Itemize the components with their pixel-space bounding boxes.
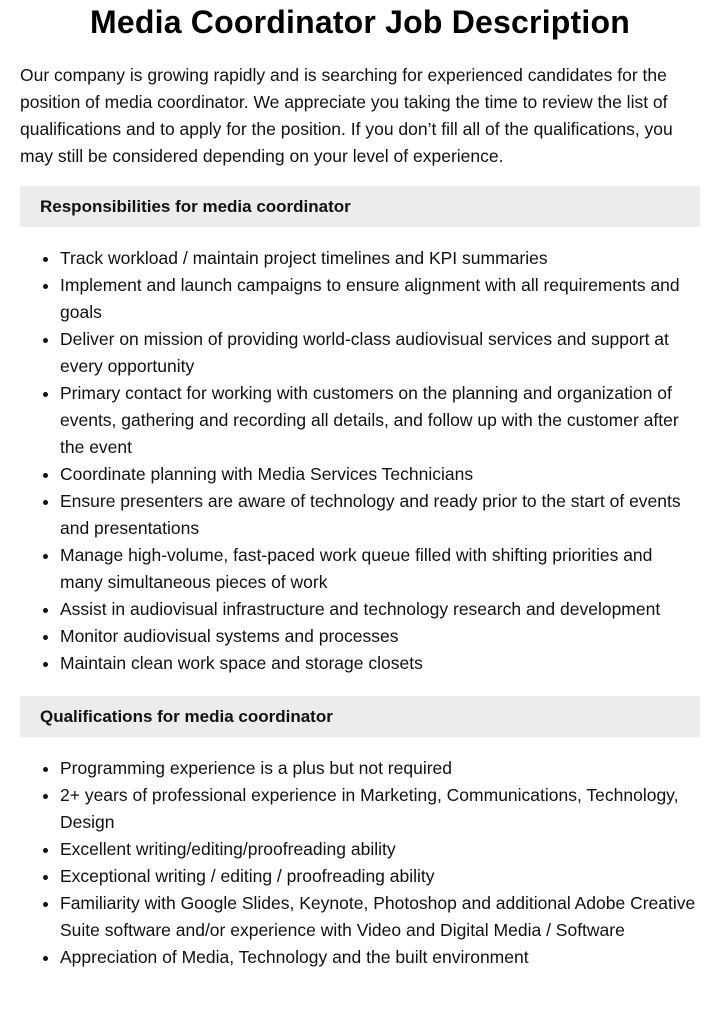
list-item: • Exceptional writing / editing / proofreading ability: [60, 863, 700, 890]
responsibilities-list: [20, 245, 700, 677]
list-item: • Primary contact for working with customers on the planning and organization of events, gathering and recording all details, and follow up with the customer after the event: [60, 380, 700, 461]
responsibilities-heading: Responsibilities for media coordinator: [20, 186, 700, 227]
list-item: • Deliver on mission of providing world-class audiovisual services and support at every opportunity: [60, 326, 700, 380]
list-item: • Appreciation of Media, Technology and the built environment: [60, 944, 700, 971]
list-item: • Programming experience is a plus but not required: [60, 755, 700, 782]
list-item: • Manage high-volume, fast-paced work queue filled with shifting priorities and many simultaneous pieces of work: [60, 542, 700, 596]
list-item: • Track workload / maintain project timelines and KPI summaries: [60, 245, 700, 272]
list-item: • Maintain clean work space and storage closets: [60, 650, 700, 677]
intro-paragraph: Our company is growing rapidly and is searching for experienced candidates for the position of media coordinator. We appreciate you taking the time to review the list of qualifications and to apply for the position. If you don’t fill all of the qualifications, you may still be considered depending on your level of experience.: [20, 65, 673, 166]
list-item: • Excellent writing/editing/proofreading ability: [60, 836, 700, 863]
list-item: • Implement and launch campaigns to ensure alignment with all requirements and goals: [60, 272, 700, 326]
list-item: • Coordinate planning with Media Services Technicians: [60, 461, 700, 488]
page-title: Media Coordinator Job Description: [90, 4, 630, 40]
qualifications-heading: Qualifications for media coordinator: [20, 696, 700, 737]
list-item: • Assist in audiovisual infrastructure and technology research and development: [60, 596, 700, 623]
qualifications-list: [20, 755, 700, 971]
list-item: • Familiarity with Google Slides, Keynote, Photoshop and additional Adobe Creative Suite software and/or experience with Video and Digital Media / Software: [60, 890, 700, 944]
list-item: • 2+ years of professional experience in Marketing, Communications, Technology, Design: [60, 782, 700, 836]
list-item: • Monitor audiovisual systems and processes: [60, 623, 700, 650]
list-item: • Ensure presenters are aware of technology and ready prior to the start of events and presentations: [60, 488, 700, 542]
